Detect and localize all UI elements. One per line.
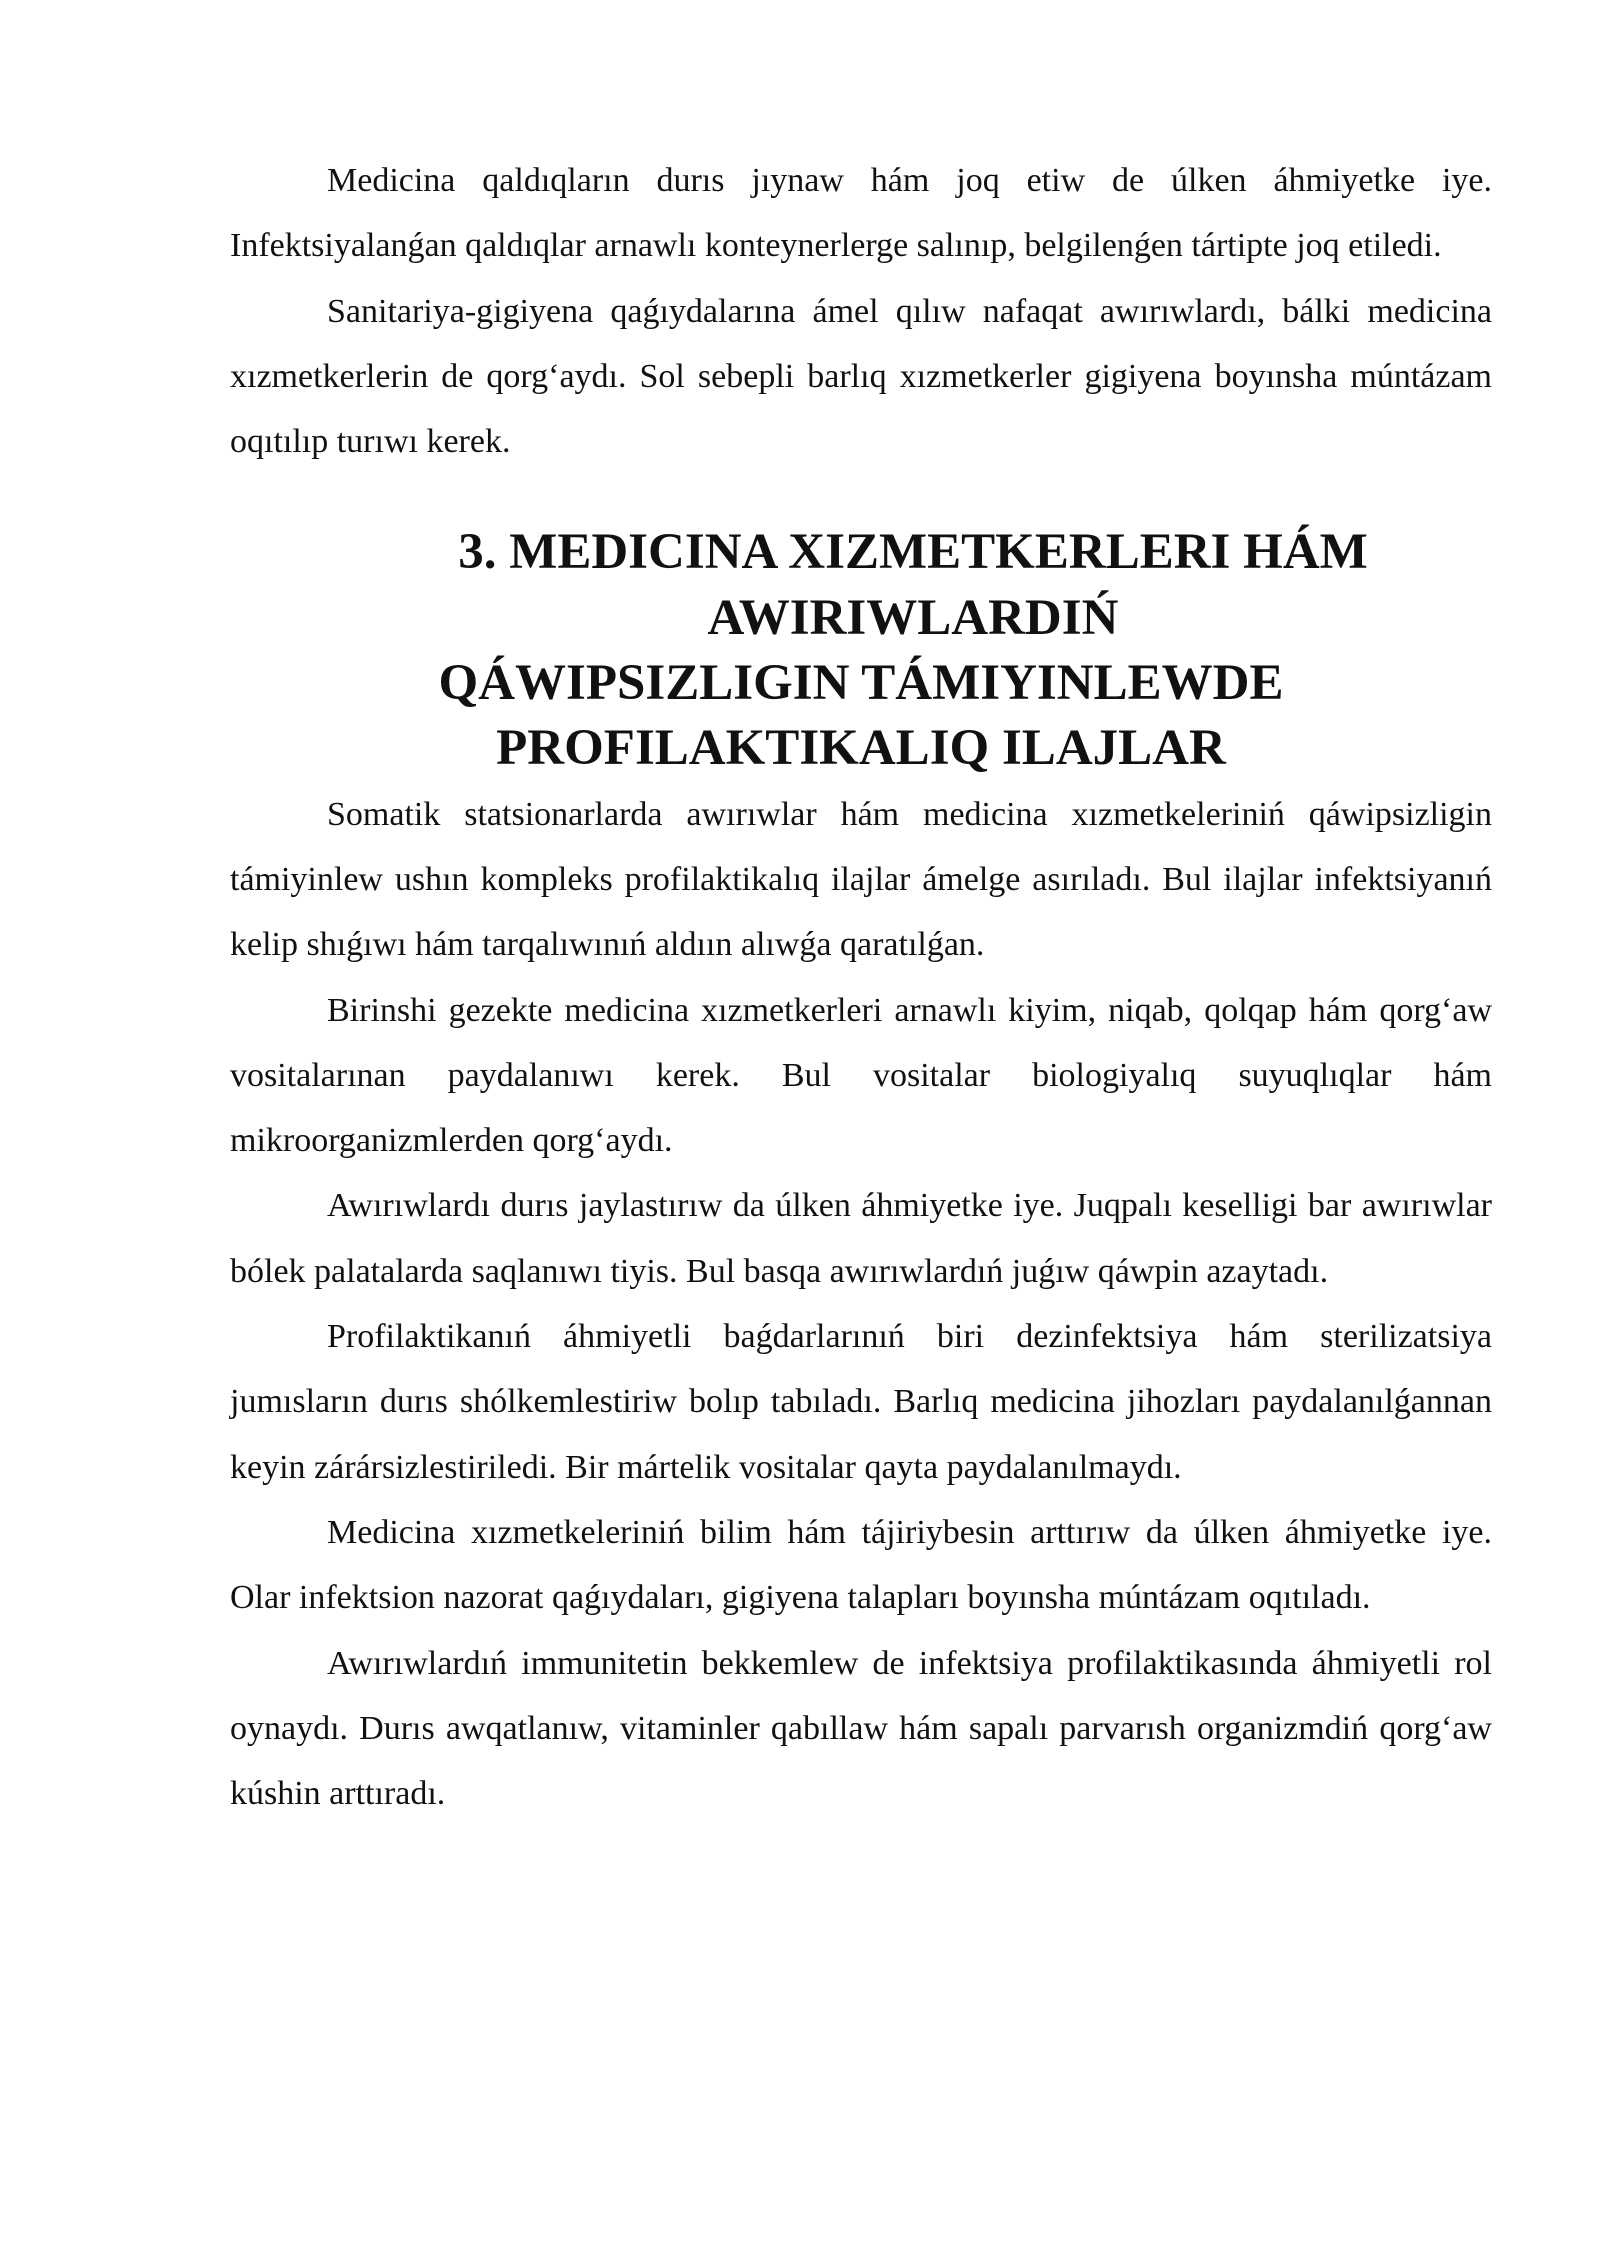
paragraph-complex-measures: Somatik statsionarlarda awırıwlar hám medicina xızmetkeleriniń qáwipsizligin támiyinlew ushın kompleks profilaktikalıq ilajlar ámelge asırıladı. Bul ilajlar infektsiyanıń kelip shıǵıwı hám tarqalıwınıń aldıın alıwǵa qaratılǵan. [230, 795, 1492, 964]
paragraph-patient-placement: Awırıwlardı durıs jaylastırıw da úlken áhmiyetke iye. Juqpalı keselligi bar awırıwlar bólek palatalarda saqlanıwı tiyis. Bul basqa awırıwlardıń juǵıw qáwpin azaytadı. [230, 1187, 1492, 1290]
paragraph-staff-training: Medicina xızmetkeleriniń bilim hám tájiriybesin arttırıw da úlken áhmiyetke iye. Olar infektsion nazorat qaǵıydaları, gigiyena talapları boyınsha múntázam oqıtıladı. [230, 1513, 1492, 1617]
section-heading-line-2: QÁWIPSIZLIGIN TÁMIYINLEWDE PROFILAKTIKALIQ ILAJLAR [438, 655, 1284, 777]
paragraph-protective-equipment: Birinshi gezekte medicina xızmetkerleri arnawlı kiyim, niqab, qolqap hám qorg‘aw vositalarınan paydalanıwı kerek. Bul vositalar biologiyalıq suyuqlıqlar hám mikroorganizmlerden qorg‘aydı. [230, 991, 1492, 1160]
paragraph-immunity: Awırıwlardıń immunitetin bekkemlew de infektsiya profilaktikasında áhmiyetli rol oynaydı. Durıs awqatlanıw, vitaminler qabıllaw hám sapalı parvarısh organizmdiń qorg‘aw kúshin arttıradı. [230, 1644, 1492, 1813]
paragraph-sanitary-rules: Sanitariya-gigiyena qaǵıydalarına ámel qılıw nafaqat awırıwlardı, bálki medicina xızmetkerlerin de qorg‘aydı. Sol sebepli barlıq xızmetkerler gigiyena boyınsha múntázam oqıtılıp turıwı kerek. [230, 292, 1492, 461]
paragraph-waste-disposal: Medicina qaldıqların durıs jıynaw hám joq etiw de úlken áhmiyetke iye. Infektsiyalanǵan qaldıqlar arnawlı konteynerlerge salınıp, belgilenǵen tártipte joq etiledi. [230, 162, 1492, 265]
section-heading [230, 520, 1492, 781]
section-heading-line-1: 3. MEDICINA XIZMETKERLERI HÁM AWIRIWLARDIŃ [458, 524, 1368, 646]
paragraph-disinfection: Profilaktikanıń áhmiyetli baǵdarlarınıń biri dezinfektsiya hám sterilizatsiya jumısların durıs shólkemlestiriw bolıp tabıladı. Barlıq medicina jihozları paydalanılǵannan keyin zárársizlestiriledi. Bir mártelik vositalar qayta paydalanılmaydı. [230, 1318, 1492, 1486]
document-page [230, 148, 1492, 1826]
